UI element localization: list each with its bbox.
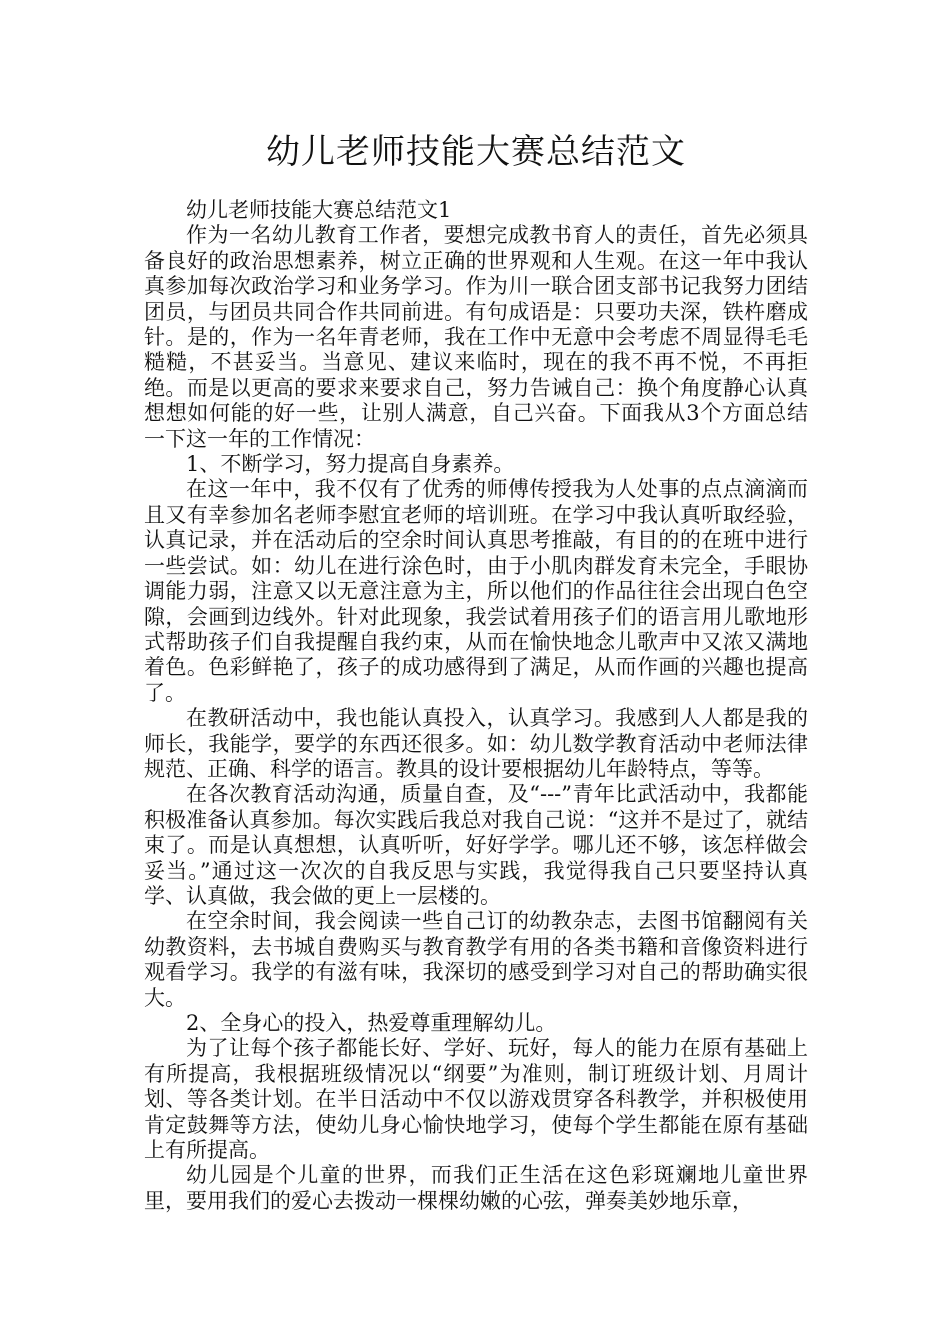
paragraph: 在这一年中，我不仅有了优秀的师傅传授我为人处事的点点滴滴而且又有幸参加名老师李慰宜老师的培训班。在学习中我认真听取经验，认真记录，并在活动后的空余时间认真思考推敲，有目的的在班中进行一些尝试。如：幼儿在进行涂色时，由于小肌肉群发育未完全，手眼协调能力弱，注意又以无意注意为主，所以他们的作品往往会出现白色空隙，会画到边线外。针对此现象，我尝试着用孩子们的语言用儿歌地形式帮助孩子们自我提醒自我约束，从而在愉快地念儿歌声中又浓又满地着色。色彩鲜艳了，孩子的成功感得到了满足，从而作画的兴趣也提高了。 — [144, 477, 808, 705]
document-title: 幼儿老师技能大赛总结范文 — [266, 132, 686, 172]
paragraph: 为了让每个孩子都能长好、学好、玩好，每人的能力在原有基础上有所提高，我根据班级情况以“纲要”为准则，制订班级计划、月周计划、等各类计划。在半日活动中不仅以游戏贯穿各科教学，并积极使用肯定鼓舞等方法，使幼儿身心愉快地学习，使每个学生都能在原有基础上有所提高。 — [144, 1036, 808, 1163]
paragraph: 在教研活动中，我也能认真投入，认真学习。我感到人人都是我的师长，我能学，要学的东西还很多。如：幼儿数学教育活动中老师法律规范、正确、科学的语言。教具的设计要根据幼儿年龄特点，等等。 — [144, 706, 808, 781]
paragraph: 在空余时间，我会阅读一些自己订的幼教杂志，去图书馆翻阅有关幼教资料，去书城自费购买与教育教学有用的各类书籍和音像资料进行观看学习。我学的有滋有味，我深切的感受到学习对自己的帮助确实很大。 — [144, 909, 808, 1010]
paragraph: 幼儿园是个儿童的世界，而我们正生活在这色彩斑斓地儿童世界里，要用我们的爱心去拨动一棵棵幼嫩的心弦，弹奏美妙地乐章， — [144, 1163, 808, 1213]
document-page — [144, 0, 808, 1344]
paragraph: 作为一名幼儿教育工作者，要想完成教书育人的责任，首先必须具备良好的政治思想素养，树立正确的世界观和人生观。在这一年中我认真参加每次政治学习和业务学习。作为川一联合团支部书记我努力团结团员，与团员共同合作共同前进。有句成语是：只要功夫深，铁杵磨成针。是的，作为一名年青老师，我在工作中无意中会考虑不周显得毛毛糙糙，不甚妥当。当意见、建议来临时，现在的我不再不悦，不再拒绝。而是以更高的要求来要求自己，努力告诫自己：换个角度静心认真想想如何能的好一些，让别人满意，自己兴奋。下面我从3个方面总结一下这一年的工作情况： — [144, 223, 808, 451]
document-body — [144, 198, 808, 1214]
section-heading-1: 1、不断学习，努力提高自身素养。 — [186, 452, 515, 477]
paragraph-subtitle: 幼儿老师技能大赛总结范文1 — [186, 198, 452, 222]
paragraph: 在各次教育活动沟通，质量自查，及“---”青年比武活动中，我都能积极准备认真参加。每次实践后我总对我自己说：“这并不是过了，就结束了。而是认真想想，认真听听，好好学学。哪儿还不够，该怎样做会妥当。”通过这一次次的自我反思与实践，我觉得我自己只要坚持认真学、认真做，我会做的更上一层楼的。 — [144, 782, 808, 908]
section-heading-2: 2、全身心的投入，热爱尊重理解幼儿。 — [186, 1011, 557, 1035]
